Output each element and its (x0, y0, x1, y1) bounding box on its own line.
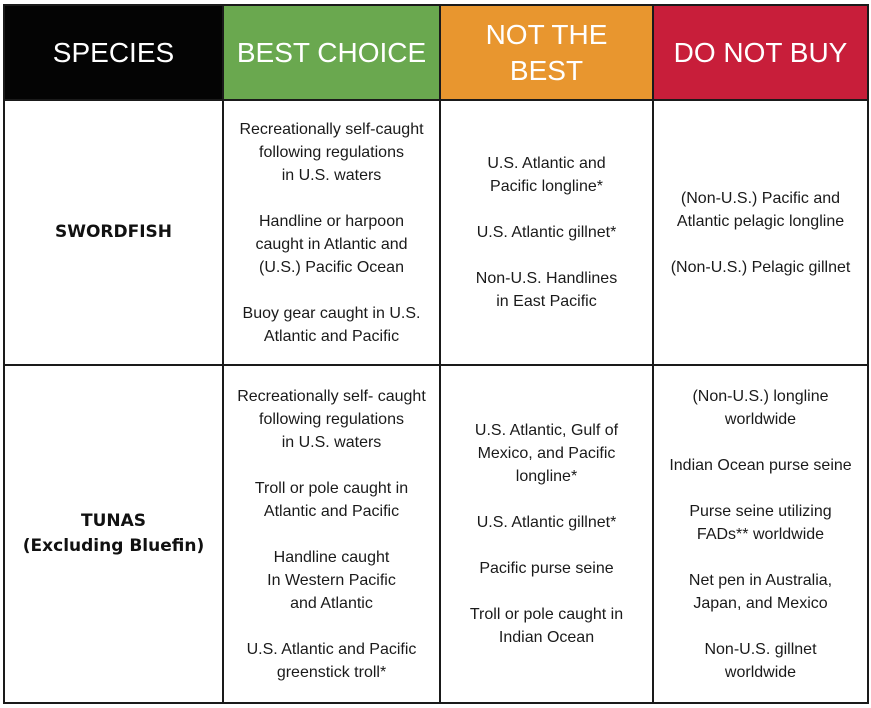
species-cell (4, 365, 223, 703)
species-cell (4, 100, 223, 365)
best-choice-item: U.S. Atlantic and Pacific greenstick troll* (246, 640, 417, 681)
not-the-best-cell (440, 365, 653, 703)
best-choice-column-header (223, 5, 440, 100)
do-not-buy-cell (653, 365, 868, 703)
best-choice-item: Buoy gear caught in U.S. Atlantic and Pacific (242, 304, 421, 345)
do-not-buy-item: (Non-U.S.) longline worldwide (692, 387, 829, 428)
not-the-best-column-header (440, 5, 653, 100)
do-not-buy-item: (Non-U.S.) Pacific and Atlantic pelagic longline (676, 189, 845, 230)
do-not-buy-header-label: DO NOT BUY (673, 36, 848, 68)
do-not-buy-item: (Non-U.S.) Pelagic gillnet (670, 258, 851, 276)
do-not-buy-item: Purse seine utilizing FADs** worldwide (689, 502, 832, 543)
best-choice-item: Recreationally self- caught following regulations in U.S. waters (237, 387, 426, 451)
best-choice-cell (223, 365, 440, 703)
do-not-buy-cell (653, 100, 868, 365)
swordfish-row (4, 100, 868, 365)
best-choice-header-label: BEST CHOICE (236, 36, 427, 68)
header-row (4, 5, 868, 100)
species-column-header (4, 5, 223, 100)
best-choice-item: Handline or harpoon caught in Atlantic and (U.S.) Pacific Ocean (255, 212, 408, 276)
best-choice-cell (223, 100, 440, 365)
species-subtitle: (Excluding Bluefin) (22, 536, 205, 557)
seafood-guide-table (3, 4, 869, 704)
not-the-best-cell (440, 100, 653, 365)
not-the-best-item: U.S. Atlantic gillnet* (476, 514, 617, 532)
best-choice-item: Troll or pole caught in Atlantic and Pacific (254, 479, 409, 520)
species-name: SWORDFISH (54, 222, 173, 243)
species-header-label: SPECIES (52, 36, 175, 68)
do-not-buy-column-header (653, 5, 868, 100)
best-choice-item: Recreationally self-caught following regulations in U.S. waters (239, 120, 424, 184)
not-the-best-header-label: NOT THE BEST (485, 18, 608, 86)
do-not-buy-item: Indian Ocean purse seine (669, 456, 852, 474)
do-not-buy-item: Non-U.S. gillnet worldwide (704, 640, 817, 681)
not-the-best-item: U.S. Atlantic and Pacific longline* (487, 155, 606, 196)
species-name: TUNAS (80, 511, 147, 532)
not-the-best-item: Troll or pole caught in Indian Ocean (469, 606, 624, 647)
tunas-row (4, 365, 868, 703)
best-choice-item: Handline caught In Western Pacific and Atlantic (267, 548, 396, 612)
not-the-best-item: Non-U.S. Handlines in East Pacific (475, 270, 618, 311)
not-the-best-item: U.S. Atlantic gillnet* (476, 224, 617, 242)
not-the-best-item: U.S. Atlantic, Gulf of Mexico, and Pacific longline* (474, 422, 619, 486)
not-the-best-item: Pacific purse seine (479, 560, 614, 578)
do-not-buy-item: Net pen in Australia, Japan, and Mexico (688, 571, 833, 612)
